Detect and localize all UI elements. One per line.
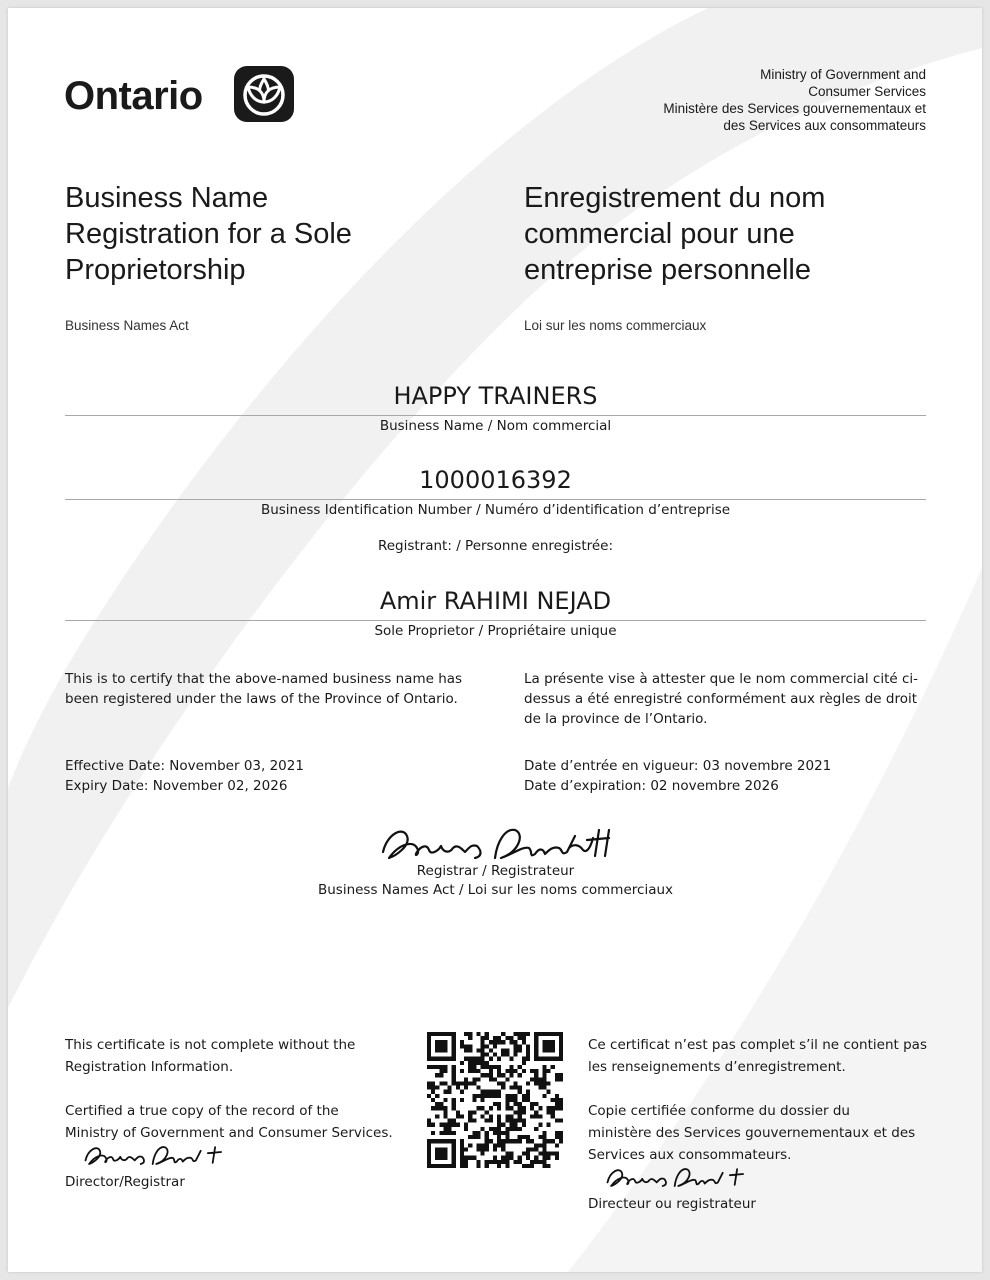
field-rule: [65, 620, 926, 621]
footer-incomplete-french: [588, 1034, 927, 1078]
business-name: HAPPY TRAINERS: [393, 382, 598, 410]
text-line: This is to certify that the above-named business name has: [65, 671, 463, 687]
ministry-line: Ministère des Services gouvernementaux et: [663, 101, 926, 116]
business-name-label: Business Name / Nom commercial: [379, 418, 612, 434]
text-line: ministère des Services gouvernementaux et des: [588, 1125, 916, 1141]
director-signature-french: [594, 1162, 759, 1192]
director-signature-english: [72, 1140, 237, 1170]
trillium-logo-icon: [234, 66, 294, 122]
text-line: Certified a true copy of the record of the: [65, 1103, 339, 1119]
business-id-field: [65, 466, 926, 518]
registrant-name: Amir RAHIMI NEJAD: [379, 587, 612, 615]
business-name-field: [65, 382, 926, 434]
title-line: Registration for a Sole: [65, 218, 352, 250]
text-line: This certificate is not complete without the: [65, 1037, 356, 1053]
document-title-english: [65, 180, 485, 288]
effective-date: Effective Date: November 03, 2021: [65, 758, 304, 774]
text-line: les renseignements d’enregistrement.: [588, 1059, 846, 1075]
certify-text-french: [524, 669, 934, 729]
text-line: de la province de l’Ontario.: [524, 711, 708, 727]
document-title-french: [524, 180, 944, 288]
text-line: been registered under the laws of the Province of Ontario.: [65, 691, 458, 707]
expiry-date: Date d’expiration: 02 novembre 2026: [524, 778, 779, 794]
dates-french: [524, 756, 831, 796]
text-line: Copie certifiée conforme du dossier du: [588, 1103, 850, 1119]
registrar-title: Registrar / Registrateur: [416, 863, 575, 879]
act-name-french: Loi sur les noms commerciaux: [524, 318, 707, 333]
registrant-field: [65, 587, 926, 639]
field-rule: [65, 415, 926, 416]
text-line: Ministry of Government and Consumer Services.: [65, 1125, 393, 1141]
certificate-page: [8, 8, 982, 1272]
text-line: Services aux consommateurs.: [588, 1147, 792, 1163]
title-line: entreprise personnelle: [524, 254, 811, 286]
qr-modules: [427, 1032, 563, 1168]
director-role-french: Directeur ou registrateur: [588, 1196, 756, 1212]
ministry-line: Consumer Services: [808, 84, 926, 99]
qr-code: [427, 1032, 563, 1168]
director-role-english: Director/Registrar: [65, 1174, 185, 1190]
field-rule: [65, 499, 926, 500]
certify-text-english: [65, 669, 485, 709]
text-line: La présente vise à attester que le nom commercial cité ci-: [524, 671, 919, 687]
title-line: Enregistrement du nom: [524, 182, 826, 214]
ministry-line: des Services aux consommateurs: [723, 118, 926, 133]
ministry-name: [566, 66, 926, 134]
dates-english: [65, 756, 304, 796]
business-id-number: 1000016392: [419, 466, 572, 494]
title-line: Business Name: [65, 182, 269, 214]
effective-date: Date d’entrée en vigueur: 03 novembre 2021: [524, 758, 832, 774]
footer-certified-english: [65, 1100, 393, 1144]
footer-certified-french: [588, 1100, 915, 1166]
registrar-act: Business Names Act / Loi sur les noms commerciaux: [317, 882, 674, 898]
text-line: Registration Information.: [65, 1059, 234, 1075]
ontario-wordmark: Ontario: [64, 74, 203, 118]
registrant-label: Registrant: / Personne enregistrée:: [377, 538, 614, 554]
text-line: Ce certificat n’est pas complet s’il ne contient pas: [588, 1037, 927, 1053]
registrant-role: Sole Proprietor / Propriétaire unique: [374, 623, 617, 639]
title-line: Proprietorship: [65, 254, 246, 286]
expiry-date: Expiry Date: November 02, 2026: [65, 778, 288, 794]
business-id-label: Business Identification Number / Numéro d’identification d’entreprise: [260, 502, 731, 518]
ministry-line: Ministry of Government and: [760, 67, 926, 82]
text-line: dessus a été enregistré conformément aux règles de droit: [524, 691, 918, 707]
footer-incomplete-english: [65, 1034, 355, 1078]
title-line: commercial pour une: [524, 218, 795, 250]
act-name-english: Business Names Act: [65, 318, 189, 333]
